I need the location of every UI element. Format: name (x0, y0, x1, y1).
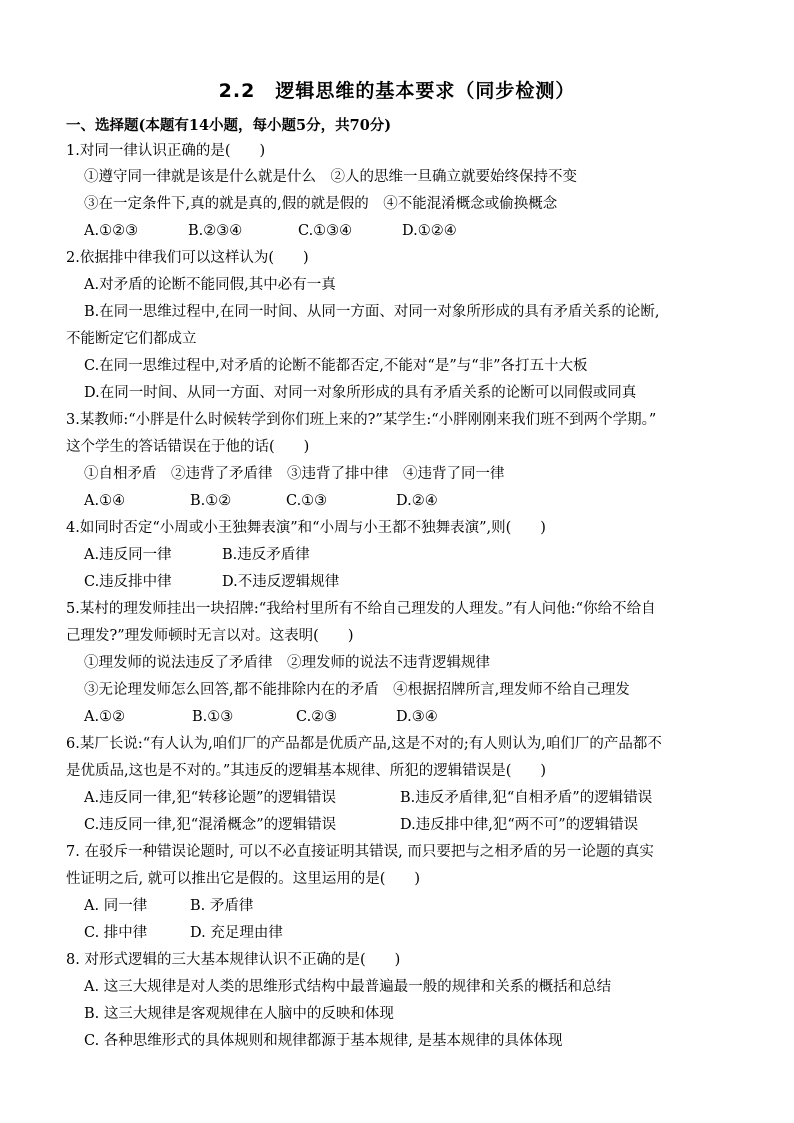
question-3-statement-1: ①自相矛盾 ②违背了矛盾律 ③违背了排中律 ④违背了同一律 (84, 466, 505, 482)
option-a: A. 同一律 (84, 898, 148, 914)
question-8-stem: 8. 对形式逻辑的三大基本规律认识不正确的是( ) (66, 952, 401, 968)
question-6-stem-line-2: 是优质品,这也是不对的。”其违反的逻辑基本规律、所犯的逻辑错误是( ) (66, 763, 547, 779)
question-8-option-b: B. 这三大规律是客观规律在人脑中的反映和体现 (84, 1006, 394, 1022)
question-6-stem-line-1: 6.某厂长说:“有人认为,咱们厂的产品都是优质产品,这是不对的;有人则认为,咱们厂的产品都不 (66, 736, 662, 752)
option-c: C.①③④ (298, 223, 353, 239)
question-3-stem-line-2: 这个学生的答话错误在于他的话( ) (66, 439, 310, 455)
question-2-stem: 2.依据排中律我们可以这样认为( ) (66, 250, 309, 266)
question-8-option-a: A. 这三大规律是对人类的思维形式结构中最普遍最一般的规律和关系的概括和总结 (84, 979, 612, 995)
option-b: B.违反矛盾律 (222, 547, 310, 563)
question-2-option-b-line-2: 不能断定它们都成立 (66, 331, 197, 347)
question-7-stem-line-1: 7. 在驳斥一种错误论题时, 可以不必直接证明其错误, 而只要把与之相矛盾的另一论题的真实 (66, 844, 654, 860)
option-b: B.①③ (192, 709, 234, 725)
page-title: 2.2 逻辑思维的基本要求（同步检测） (218, 80, 576, 102)
section-heading: 一、选择题(本题有14小题，每小题5分，共70分) (66, 117, 392, 134)
question-1-options (84, 221, 457, 241)
option-b: B.②③④ (188, 223, 243, 239)
option-c: C.违反同一律,犯“混淆概念”的逻辑错误 (84, 817, 337, 833)
question-1-stem: 1.对同一律认识正确的是( ) (66, 143, 266, 159)
question-1-statement-1: ①遵守同一律就是该是什么就是什么 ②人的思维一旦确立就要始终保持不变 (84, 169, 577, 185)
option-d: D.②④ (396, 493, 438, 509)
question-6-options-row-2 (84, 815, 638, 835)
question-4-stem: 4.如同时否定“小周或小王独舞表演”和“小周与小王都不独舞表演”,则( ) (66, 520, 546, 536)
option-a: A.违反同一律,犯“转移论题”的逻辑错误 (84, 790, 337, 806)
question-7-options-row-1 (84, 896, 253, 916)
option-c: C. 排中律 (84, 925, 148, 941)
option-c: C.①③ (286, 493, 328, 509)
option-b: B.违反矛盾律,犯“自相矛盾”的逻辑错误 (400, 790, 653, 806)
question-7-options-row-2 (84, 923, 283, 943)
question-2-option-a: A.对矛盾的论断不能同假,其中必有一真 (84, 277, 336, 293)
option-d: D.①②④ (402, 223, 457, 239)
question-2-option-d: D.在同一时间、从同一方面、对同一对象所形成的具有矛盾关系的论断可以同假或同真 (84, 385, 637, 401)
option-d: D.不违反逻辑规律 (222, 574, 340, 590)
option-d: D.违反排中律,犯“两不可”的逻辑错误 (400, 817, 639, 833)
option-c: C.违反排中律 (84, 574, 172, 590)
question-3-stem-line-1: 3.某教师:“小胖是什么时候转学到你们班上来的?”某学生:“小胖刚刚来我们班不到两个学期。” (66, 412, 657, 428)
question-7-stem-line-2: 性证明之后, 就可以推出它是假的。这里运用的是( ) (66, 871, 421, 887)
question-4-options-row-2 (84, 572, 339, 592)
option-b: B.①② (190, 493, 232, 509)
option-d: D. 充足理由律 (190, 925, 283, 941)
question-4-options-row-1 (84, 545, 310, 565)
question-2-option-b-line-1: B.在同一思维过程中,在同一时间、从同一方面、对同一对象所形成的具有矛盾关系的论断, (84, 304, 660, 320)
question-5-stem-line-2: 己理发?”理发师顿时无言以对。这表明( ) (66, 628, 354, 644)
question-2-option-c: C.在同一思维过程中,对矛盾的论断不能都否定,不能对“是”与“非”各打五十大板 (84, 358, 588, 374)
question-1-statement-2: ③在一定条件下,真的就是真的,假的就是假的 ④不能混淆概念或偷换概念 (84, 196, 558, 212)
option-a: A.违反同一律 (84, 547, 172, 563)
question-5-statement-2: ③无论理发师怎么回答,都不能排除内在的矛盾 ④根据招牌所言,理发师不给自己理发 (84, 682, 630, 698)
question-8-option-c: C. 各种思维形式的具体规则和规律都源于基本规律, 是基本规律的具体体现 (84, 1033, 563, 1049)
option-a: A.①②③ (84, 223, 139, 239)
option-b: B. 矛盾律 (190, 898, 254, 914)
option-a: A.①④ (84, 493, 126, 509)
question-3-options (84, 491, 438, 511)
option-d: D.③④ (396, 709, 438, 725)
option-a: A.①② (84, 709, 126, 725)
question-5-stem-line-1: 5.某村的理发师挂出一块招牌:“我给村里所有不给自己理发的人理发。”有人问他:“你给不给自 (66, 601, 656, 617)
question-5-options (84, 707, 438, 727)
option-c: C.②③ (296, 709, 338, 725)
question-5-statement-1: ①理发师的说法违反了矛盾律 ②理发师的说法不违背逻辑规律 (84, 655, 490, 671)
question-6-options-row-1 (84, 788, 652, 808)
